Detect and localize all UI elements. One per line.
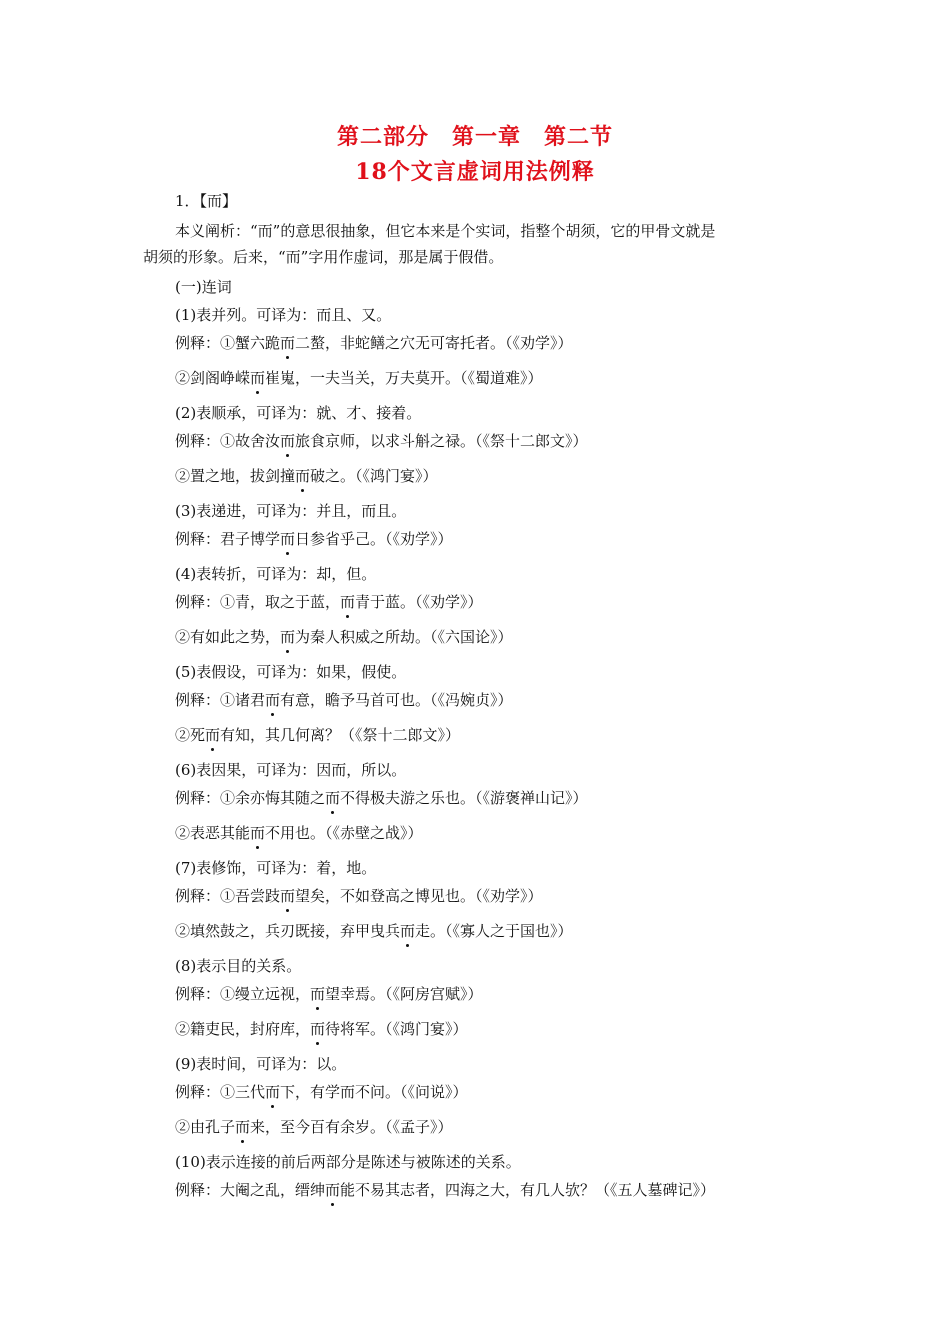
highlighted-word: 而: [250, 824, 266, 842]
usage-item: [143, 759, 823, 857]
usage-item: [143, 1151, 823, 1214]
section-title: 第二部分 第一章 第二节: [336, 124, 613, 150]
usage-label: (10)表示连接的前后两部分是陈述与被陈述的关系。: [175, 1153, 521, 1171]
example-line: [143, 885, 823, 907]
example-line: [143, 1081, 823, 1103]
example-text: 下，有学而不问。（《问说》）: [280, 1083, 468, 1101]
example-text: 例释：大阉之乱，缙绅: [175, 1181, 326, 1199]
usage-item: [143, 563, 823, 661]
example-text: 为秦人积威之所劫。（《六国论》）: [295, 628, 513, 646]
highlighted-word: 而: [310, 1020, 326, 1038]
highlighted-word: 而: [340, 593, 356, 611]
usage-label: (2)表顺承，可译为：就、才、接着。: [175, 404, 422, 422]
section-subtitle: 18个文言虚词用法例释: [355, 159, 595, 185]
example-text: ②剑阁峥嵘: [175, 369, 251, 387]
usage-item: [143, 304, 823, 402]
highlighted-word: 而: [325, 1181, 341, 1199]
usage-label: (9)表时间，可译为：以。: [175, 1055, 347, 1073]
usage-label: (7)表修饰，可译为：着，地。: [175, 859, 377, 877]
highlighted-word: 而: [280, 432, 296, 450]
intro-line-1: 本义阐析：“而”的意思很抽象，但它本来是个实词，指整个胡须，它的甲骨文就是: [175, 222, 716, 240]
usage-item: [143, 661, 823, 759]
example-line: [143, 822, 823, 844]
example-text: 例释：①余亦悔其随之: [175, 789, 326, 807]
example-text: ②有如此之势，: [175, 628, 281, 646]
example-text: 有意，瞻予马首可也。（《冯婉贞》）: [280, 691, 513, 709]
highlighted-word: 而: [280, 334, 296, 352]
example-text: 待将军。（《鸿门宴》）: [325, 1020, 468, 1038]
category-label: (一)连词: [175, 278, 232, 296]
usage-item: [143, 1053, 823, 1151]
highlighted-word: 而: [280, 628, 296, 646]
highlighted-word: 而: [265, 691, 281, 709]
example-text: 例释：①三代: [175, 1083, 266, 1101]
example-text: 旅食京师，以求斗斛之禄。（《祭十二郎文》）: [295, 432, 588, 450]
usage-label: (8)表示目的关系。: [175, 957, 302, 975]
example-text: 能不易其志者，四海之大，有几人欤？（《五人墓碑记》）: [340, 1181, 716, 1199]
example-text: 望矣，不如登高之博见也。（《劝学》）: [295, 887, 543, 905]
example-text: 青于蓝。（《劝学》）: [355, 593, 483, 611]
usage-label: (6)表因果，可译为：因而，所以。: [175, 761, 407, 779]
example-text: 破之。（《鸿门宴》）: [310, 467, 438, 485]
example-line: [143, 787, 823, 809]
example-text: 崔嵬，一夫当关，万夫莫开。（《蜀道难》）: [265, 369, 543, 387]
highlighted-word: 而: [205, 726, 221, 744]
highlighted-word: 而: [280, 530, 296, 548]
highlighted-word: 而: [265, 1083, 281, 1101]
example-text: ②表恶其能: [175, 824, 251, 842]
usage-label: (4)表转折，可译为：却，但。: [175, 565, 377, 583]
example-line: [143, 591, 823, 613]
example-line: [143, 1018, 823, 1040]
example-text: 例释：①诸君: [175, 691, 266, 709]
entry-heading: 1．【而】: [175, 192, 238, 210]
example-text: 例释：①缦立远视，: [175, 985, 311, 1003]
usage-item: [143, 955, 823, 1053]
usage-list: [143, 304, 823, 1214]
example-text: 例释：君子博学: [175, 530, 281, 548]
example-line: [143, 983, 823, 1005]
example-line: [143, 465, 823, 487]
example-text: 不得极夫游之乐也。（《游褒禅山记》）: [340, 789, 588, 807]
example-text: 走。（《寡人之于国也》）: [415, 922, 573, 940]
highlighted-word: 而: [250, 369, 266, 387]
example-line: [143, 920, 823, 942]
example-text: 日参省乎己。（《劝学》）: [295, 530, 453, 548]
example-line: [143, 332, 823, 354]
example-text: ②由孔子: [175, 1118, 236, 1136]
highlighted-word: 而: [235, 1118, 251, 1136]
example-line: [143, 1179, 823, 1201]
example-text: 不用也。（《赤壁之战》）: [265, 824, 423, 842]
document-body: [143, 190, 823, 1214]
highlighted-word: 而: [310, 985, 326, 1003]
example-line: [143, 367, 823, 389]
usage-label: (5)表假设，可译为：如果，假使。: [175, 663, 407, 681]
example-text: 例释：①青，取之于蓝，: [175, 593, 341, 611]
example-text: 例释：①吾尝跂: [175, 887, 281, 905]
usage-item: [143, 857, 823, 955]
example-text: 例释：①蟹六跪: [175, 334, 281, 352]
highlighted-word: 而: [295, 467, 311, 485]
usage-label: (1)表并列。可译为：而且、又。: [175, 306, 392, 324]
example-line: [143, 724, 823, 746]
example-text: ②籍吏民，封府库，: [175, 1020, 311, 1038]
example-line: [143, 626, 823, 648]
usage-item: [143, 500, 823, 563]
usage-item: [143, 402, 823, 500]
example-text: ②死: [175, 726, 206, 744]
example-line: [143, 528, 823, 550]
highlighted-word: 而: [280, 887, 296, 905]
example-text: ②填然鼓之，兵刃既接，弃甲曳兵: [175, 922, 401, 940]
example-text: 来，至今百有余岁。（《孟子》）: [250, 1118, 453, 1136]
highlighted-word: 而: [325, 789, 341, 807]
example-line: [143, 430, 823, 452]
example-text: ②置之地，拔剑撞: [175, 467, 296, 485]
example-text: 例释：①故舍汝: [175, 432, 281, 450]
usage-label: (3)表递进，可译为：并且，而且。: [175, 502, 407, 520]
example-text: 二螯，非蛇鳝之穴无可寄托者。（《劝学》）: [295, 334, 573, 352]
intro-line-2: 胡须的形象。后来，“而”字用作虚词，那是属于假借。: [143, 248, 504, 266]
example-line: [143, 1116, 823, 1138]
example-text: 望幸焉。（《阿房宫赋》）: [325, 985, 483, 1003]
example-text: 有知，其几何离？（《祭十二郎文》）: [220, 726, 461, 744]
highlighted-word: 而: [400, 922, 416, 940]
example-line: [143, 689, 823, 711]
